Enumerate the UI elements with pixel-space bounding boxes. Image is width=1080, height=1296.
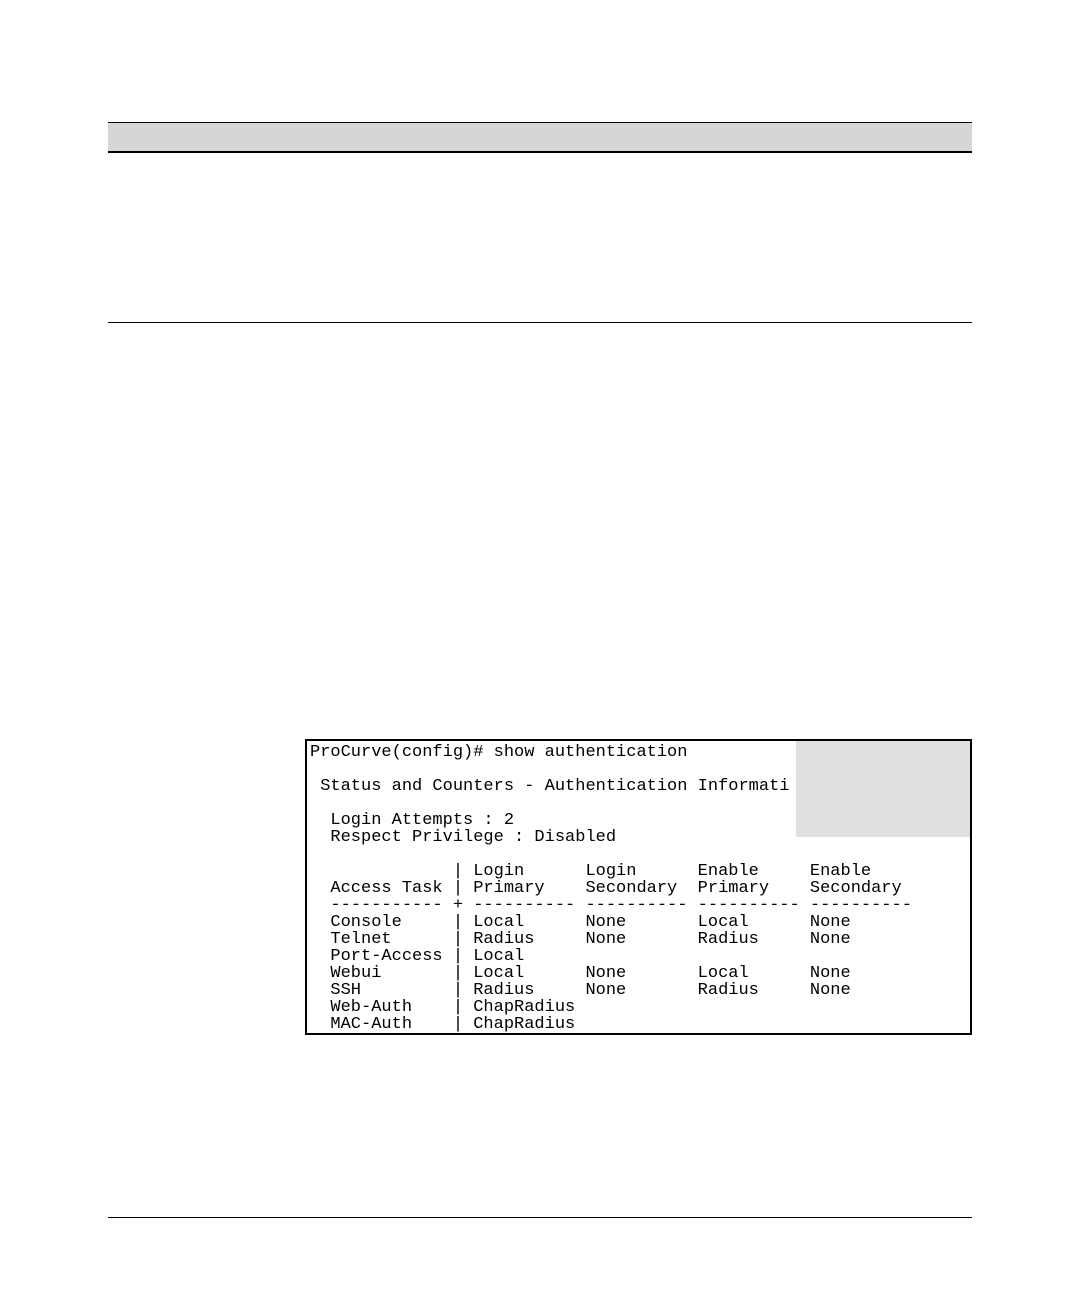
table-row-console: Console | Local None Local None <box>310 913 851 932</box>
respect-privilege: Respect Privilege : Disabled <box>310 828 617 847</box>
table-row-web-auth: Web-Auth | ChapRadius <box>310 998 576 1017</box>
blank-line <box>310 761 912 778</box>
table-row-mac-auth: MAC-Auth | ChapRadius <box>310 1015 576 1034</box>
table-separator: ----------- + ---------- ---------- ---------- ---------- <box>310 896 912 915</box>
table-header-line-2: Access Task | Primary Secondary Primary Secondary <box>310 879 902 898</box>
page-header-band <box>108 122 972 153</box>
blank-line <box>310 795 912 812</box>
section-divider <box>108 322 972 323</box>
table-header-line-1: | Login Login Enable Enable <box>310 862 872 881</box>
status-title: Status and Counters - Authentication Informati <box>310 777 790 796</box>
terminal-output <box>310 744 912 1033</box>
terminal-screenshot <box>305 739 972 1035</box>
command-prompt: ProCurve(config)# show authentication <box>310 743 688 762</box>
table-row-ssh: SSH | Radius None Radius None <box>310 981 851 1000</box>
login-attempts: Login Attempts : 2 <box>310 811 515 830</box>
table-row-telnet: Telnet | Radius None Radius None <box>310 930 851 949</box>
blank-line <box>310 846 912 863</box>
table-row-webui: Webui | Local None Local None <box>310 964 851 983</box>
table-row-port-access: Port-Access | Local <box>310 947 525 966</box>
footer-divider <box>108 1217 972 1218</box>
